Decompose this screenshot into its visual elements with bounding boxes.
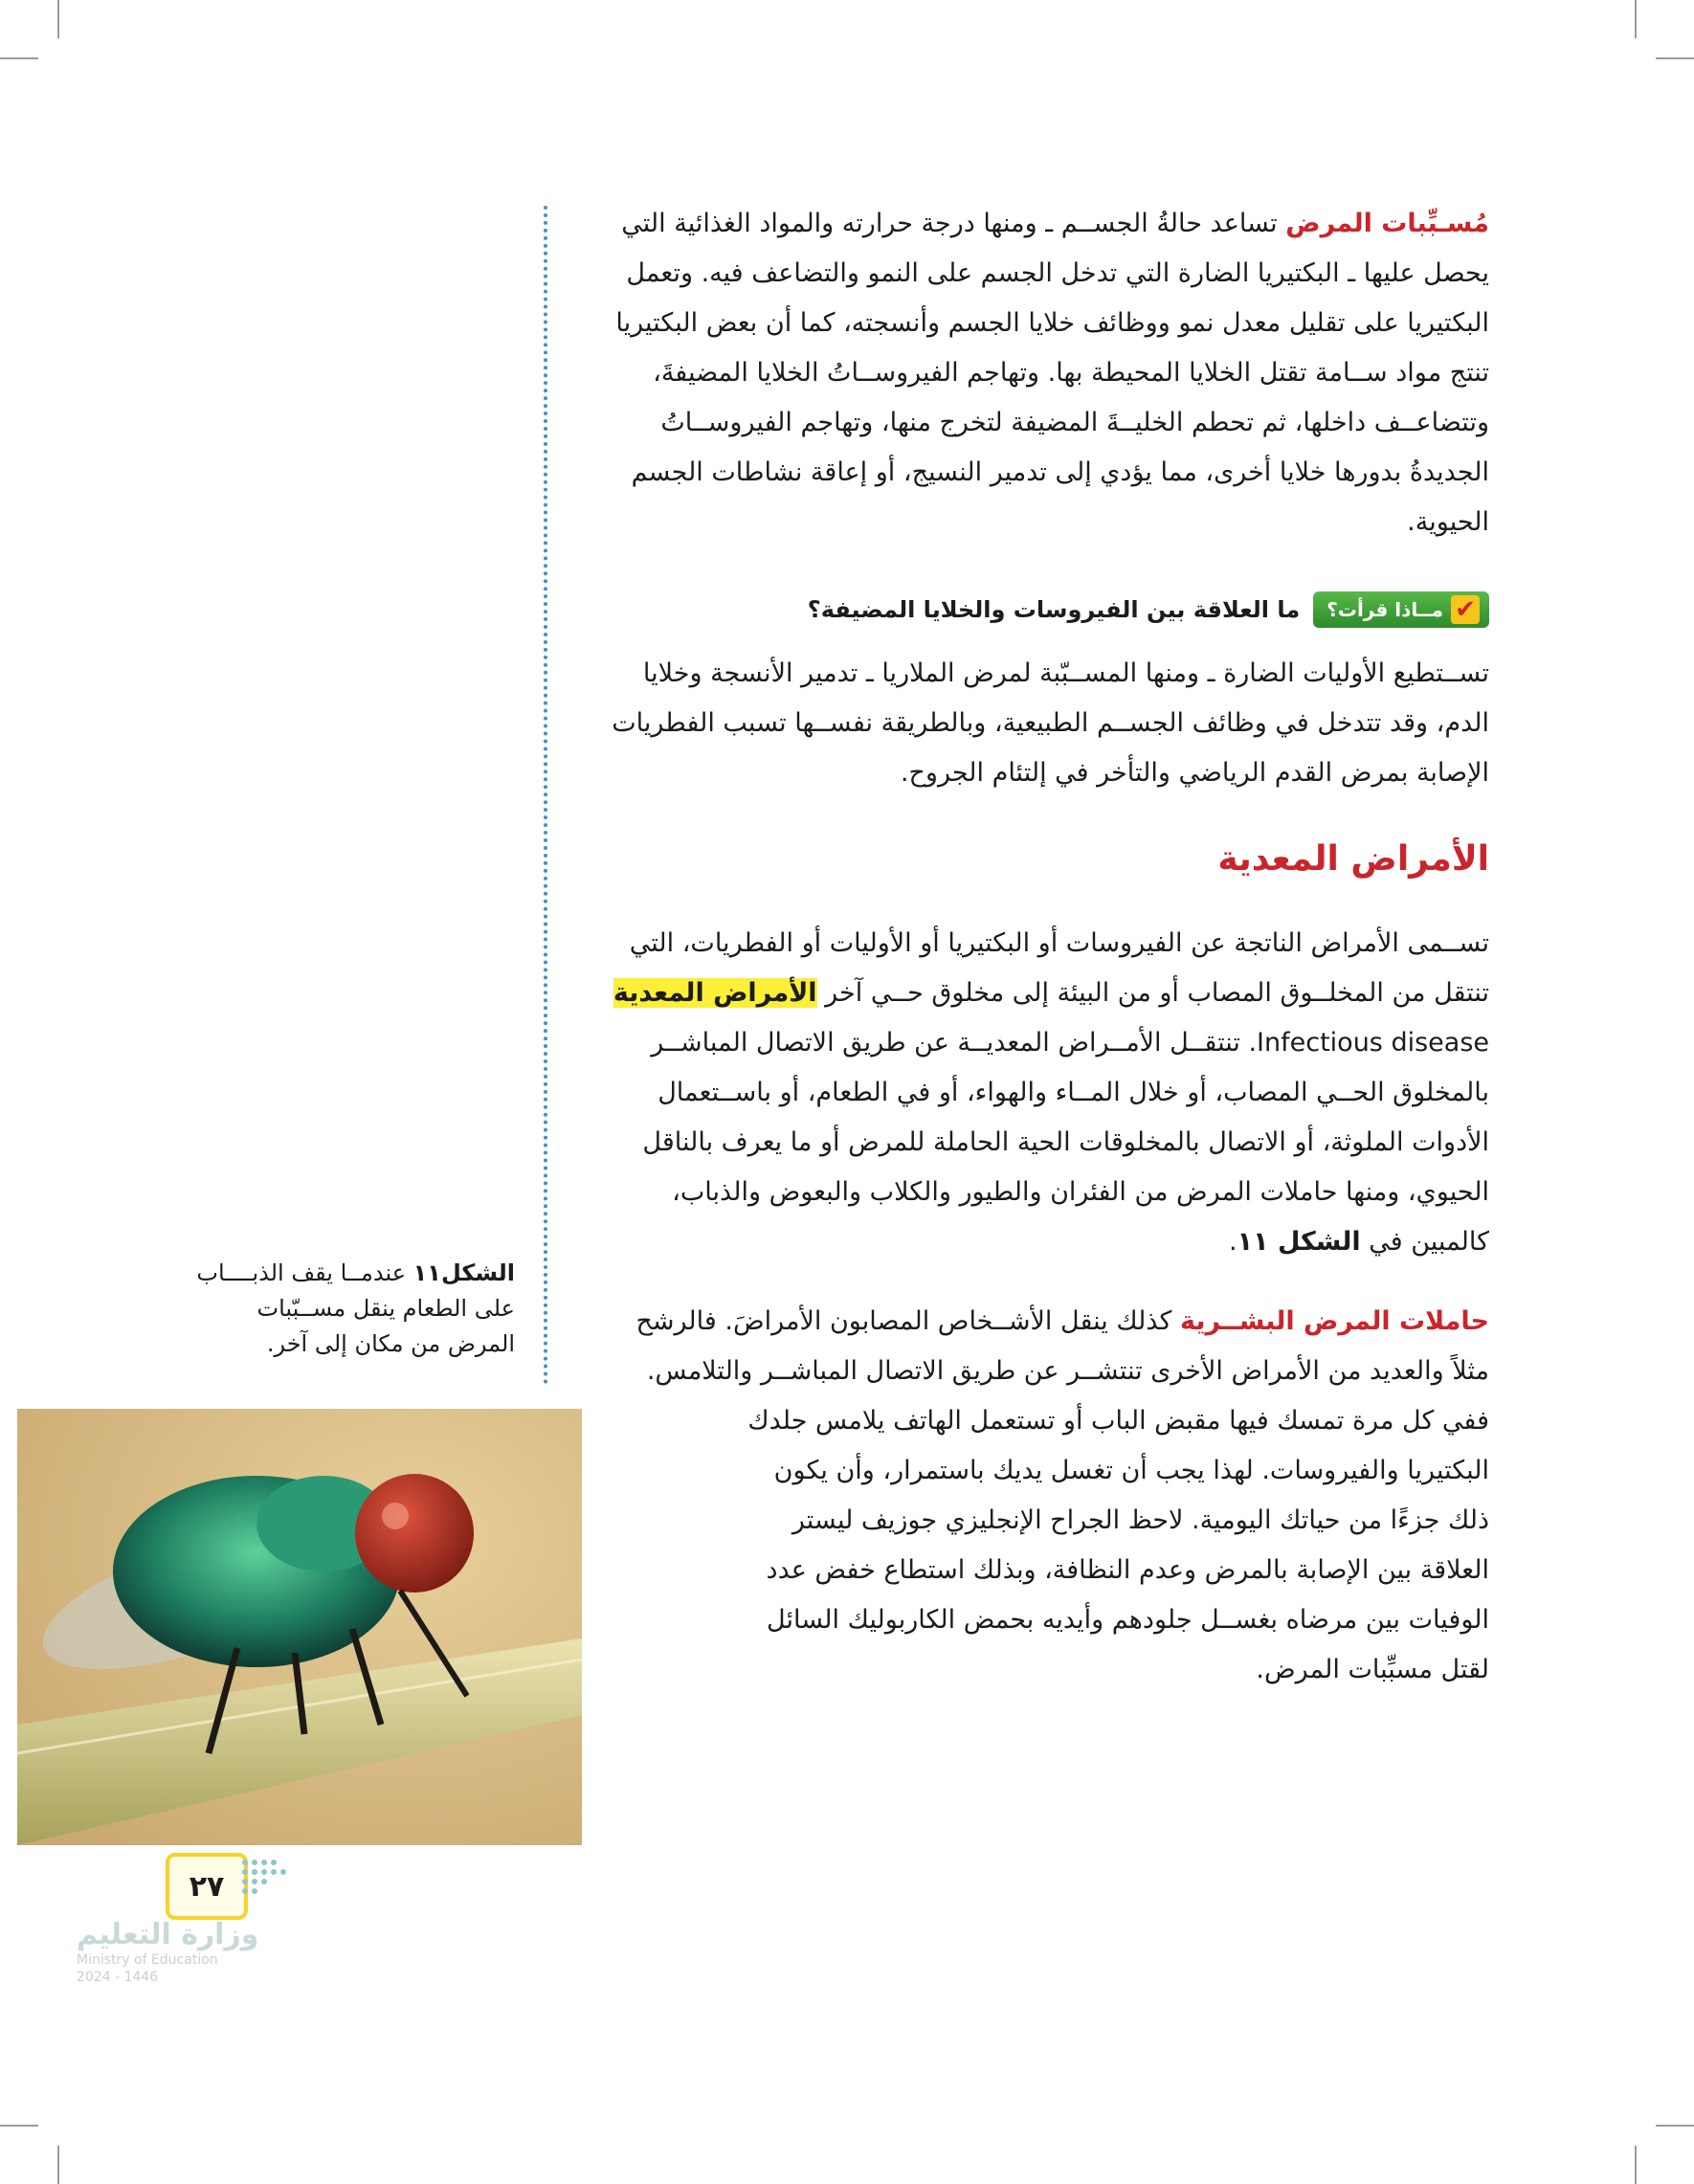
checkmark-icon: ✔ <box>1451 595 1480 624</box>
term-human-carriers: حاملات المرض البشــرية <box>1179 1306 1489 1336</box>
paragraph-human-carriers: حاملات المرض البشــرية كذلك ينقل الأشــخاص المصابون الأمراضَ. فالرشح مثلاً والعديد من الأمراض الأخرى تنتشــر عن طريق الاتصال المباشــر والتلامس. <box>635 1306 1489 1386</box>
crop-mark <box>1635 0 1637 38</box>
fly-illustration <box>17 1409 582 1845</box>
ministry-english: Ministry of Education <box>77 1952 218 1968</box>
what-did-you-read <box>565 588 1489 632</box>
crop-mark <box>1656 57 1694 59</box>
section-heading: الأمراض المعدية <box>1217 839 1489 879</box>
paragraph-infectious-disease: تســمى الأمراض الناتجة عن الفيروسات أو البكتيريا أو الأوليات أو الفطريات، التي تنتقل من المخلــوق المصاب أو من البيئة إلى مخلوق حــي آخر الأمراض المعدية Infectious disease. تنتقــل الأمــراض المعديــة عن طريق الاتصال المباشــر بالمخلوق الحــي المصاب، أو خلال المــاء والهواء، أو في الطعام، أو باســتعمال الأدوات الملوثة، أو الاتصال بالمخلوقات الحية الحاملة للمرض أو ما يعرف بالناقل الحيوي، ومنها حاملات المرض من الفئران والطيور والكلاب والبعوض والذباب، كالمبين في الشكل ١١. <box>613 928 1489 1257</box>
paragraph-human-carriers-cont: ففي كل مرة تمسك فيها مقبض الباب أو تستعمل الهاتف يلامس جلدك البكتيريا والفيروسات. لهذا يجب أن تغسل يديك باستمرار، وأن يكون ذلك جزءًا من حياتك اليومية. لاحظ الجراح الإنجليزي جوزيف ليستر العلاقة بين الإصابة بالمرض وعدم النظافة، وبذلك استطاع خفض عدد الوفيات بين مرضاه بغســل جلودهم وأيديه بحمض الكاربوليك السائل لقتل مسبِّبات المرض. <box>747 1406 1489 1684</box>
page-number: ٢٧ <box>166 1853 248 1920</box>
what-read-question: ما العلاقة بين الفيروسات والخلايا المضيفة؟ <box>807 596 1301 623</box>
paragraph-pathogens: مُسـبِّبات المرض تساعد حالةُ الجســم ـ ومنها درجة حرارته والمواد الغذائية التي يحصل عليها ـ البكتيريا الضارة التي تدخل الجسم على النمو والتضاعف فيه. وتعمل البكتيريا على تقليل معدل نمو ووظائف خلايا الجسم وأنسجته، كما أن بعض البكتيريا تنتج مواد ســامة تقتل الخلايا المحيطة بها. وتهاجم الفيروســاتُ الخلايا المضيفةَ، وتتضاعــف داخلها، ثم تحطم الخليــةَ المضيفة لتخرج منها، وتهاجم الفيروســاتُ الجديدةُ بدورها خلايا أخرى، مما يؤدي إلى تدمير النسيج، أو إعاقة نشاطات الجسم الحيوية. <box>615 209 1489 537</box>
crop-mark <box>57 0 59 38</box>
figure-reference: الشكل ١١ <box>1237 1227 1361 1257</box>
term-pathogens: مُسـبِّبات المرض <box>1285 209 1489 238</box>
paragraph-protists: تســتطيع الأوليات الضارة ـ ومنها المســبّبة لمرض الملاريا ـ تدمير الأنسجة وخلايا الدم، وقد تتدخل في وظائف الجســم الطبيعية، وبالطريقة نفســها تسبب الفطريات الإصابة بمرض القدم الرياضي والتأخر في إلتئام الجروح. <box>612 658 1489 788</box>
crop-mark <box>1635 2146 1637 2184</box>
caption-label: الشكل١١ <box>412 1259 515 1286</box>
crop-mark <box>0 57 38 59</box>
ministry-watermark <box>77 1919 268 1986</box>
crop-mark <box>57 2146 59 2184</box>
figure-caption: الشكل١١ عندمــا يقف الذبــــاب على الطعام ينقل مســبّبات المرض من مكان إلى آخر. <box>196 1259 515 1357</box>
margin-rule <box>544 206 547 1385</box>
ministry-year: 2024 - 1446 <box>77 1970 159 1985</box>
crop-mark <box>0 2125 38 2127</box>
ministry-dots-logo <box>237 1855 314 1899</box>
highlight-term: الأمراض المعدية <box>613 978 817 1008</box>
ministry-arabic: وزارة التعليم <box>77 1918 259 1951</box>
fly-photo <box>17 1409 582 1845</box>
crop-mark <box>1656 2125 1694 2127</box>
english-term: Infectious disease <box>1257 1028 1489 1058</box>
what-read-badge: ✔ مــاذا قرأت؟ <box>1313 591 1489 628</box>
